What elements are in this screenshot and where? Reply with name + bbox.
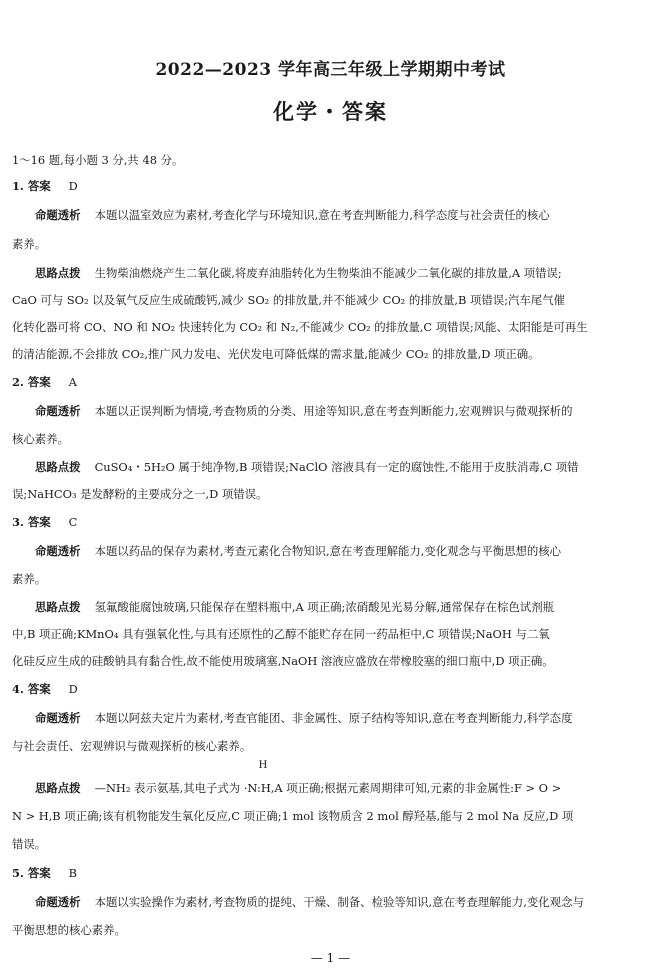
hint-label: 思路点拨: [35, 781, 81, 795]
subject-title: 化学・答案: [273, 99, 388, 124]
q3-header: [12, 514, 77, 530]
q5-analysis-line-2: 平衡思想的核心素养。: [12, 923, 126, 937]
q1-analysis-line-2: 素养。: [12, 237, 47, 251]
q1-hint-line-2: CaO 可与 SO₂ 以及氧气反应生成硫酸钙,减少 SO₂ 的排放量,并不能减少 CO₂ 的排放量,B 项错误;汽车尾气催: [12, 293, 565, 307]
q4-hint-line-2: N > H,B 项正确;该有机物能发生氧化反应,C 项正确;1 mol 该物质含 2 mol 醇羟基,能与 2 mol Na 反应,D 项: [12, 809, 574, 823]
q2-analysis-line-1: 命题透析 本题以正误判断为情境,考查物质的分类、用途等知识,意在考查判断能力,宏观辨识与微观探析的: [35, 404, 573, 418]
q2-header: [12, 374, 77, 390]
electron-formula-top-h: H: [258, 760, 268, 771]
q5-answer: B: [68, 866, 78, 880]
answer-label: 答案: [27, 375, 51, 389]
q4-answer: D: [68, 682, 78, 696]
q4-analysis-line-1: 命题透析 本题以阿兹夫定片为素材,考查官能团、非金属性、原子结构等知识,意在考查判断能力,科学态度: [35, 711, 573, 725]
q1-analysis-line-1: 命题透析 本题以温室效应为素材,考查化学与环境知识,意在考查判断能力,科学态度与社会责任的核心: [35, 208, 550, 222]
answer-label: 答案: [27, 682, 51, 696]
analysis-label: 命题透析: [35, 711, 81, 725]
q1-answer: D: [68, 179, 78, 193]
answer-label: 答案: [27, 515, 51, 529]
q3-analysis-line-2: 素养。: [12, 572, 47, 586]
q3-hint-line-2: 中,B 项正确;KMnO₄ 具有强氧化性,与具有还原性的乙醇不能贮存在同一药品柜中,C 项错误;NaOH 与二氧: [12, 627, 550, 641]
q3-number: 3.: [12, 515, 24, 529]
q2-answer: A: [68, 375, 77, 389]
analysis-label: 命题透析: [35, 208, 81, 222]
q4-number: 4.: [12, 682, 24, 696]
analysis-label: 命题透析: [35, 895, 81, 909]
q5-header: [12, 865, 77, 881]
q1-header: [12, 178, 78, 194]
answer-label: 答案: [27, 866, 51, 880]
q2-hint-line-1: 思路点拨 CuSO₄・5H₂O 属于纯净物,B 项错误;NaClO 溶液具有一定的腐蚀性,不能用于皮肤消毒,C 项错: [35, 460, 579, 474]
q1-hint-line-4: 的清洁能源,不会排放 CO₂,推广风力发电、光伏发电可降低煤的需求量,能减少 CO₂ 的排放量,D 项正确。: [12, 347, 540, 361]
q1-number: 1.: [12, 179, 24, 193]
q5-number: 5.: [12, 866, 24, 880]
q5-analysis-line-1: 命题透析 本题以实验操作为素材,考查物质的提纯、干燥、制备、检验等知识,意在考查理解能力,变化观念与: [35, 895, 584, 909]
q4-analysis-line-2: 与社会责任、宏观辨识与微观探析的核心素养。: [12, 739, 252, 753]
q2-number: 2.: [12, 375, 24, 389]
q3-analysis-line-1: 命题透析 本题以药品的保存为素材,考查元素化合物知识,意在考查理解能力,变化观念与平衡思想的核心: [35, 544, 562, 558]
q3-answer: C: [68, 515, 78, 529]
q1-hint-line-3: 化转化器可将 CO、NO 和 NO₂ 快速转化为 CO₂ 和 N₂,不能减少 CO₂ 的排放量,C 项错误;风能、太阳能是可再生: [12, 320, 588, 334]
scoring-intro: 1～16 题,每小题 3 分,共 48 分。: [12, 153, 184, 167]
hint-label: 思路点拨: [35, 266, 81, 280]
analysis-label: 命题透析: [35, 544, 81, 558]
q3-hint-line-3: 化硅反应生成的硅酸钠具有黏合性,故不能使用玻璃塞,NaOH 溶液应盛放在带橡胶塞的细口瓶中,D 项正确。: [12, 654, 554, 668]
q4-hint-line-3: 错误。: [12, 837, 47, 851]
q4-hint-line-1: 思路点拨 —NH₂ 表示氨基,其电子式为 ·N:H,A 项正确;根据元素周期律可知,元素的非金属性:F > O >: [35, 781, 562, 795]
analysis-label: 命题透析: [35, 404, 81, 418]
hint-label: 思路点拨: [35, 460, 81, 474]
q3-hint-line-1: 思路点拨 氢氟酸能腐蚀玻璃,只能保存在塑料瓶中,A 项正确;浓硝酸见光易分解,通常保存在棕色试剂瓶: [35, 600, 554, 614]
page-number: — 1 —: [310, 951, 351, 965]
exam-title: 2022—2023 学年高三年级上学期期中考试: [155, 60, 506, 80]
q1-hint-line-1: 思路点拨 生物柴油燃烧产生二氧化碳,将废弃油脂转化为生物柴油不能减少二氧化碳的排放量,A 项错误;: [35, 266, 562, 280]
hint-label: 思路点拨: [35, 600, 81, 614]
q2-analysis-line-2: 核心素养。: [12, 432, 69, 446]
q4-header: [12, 681, 78, 697]
answer-label: 答案: [27, 179, 51, 193]
q2-hint-line-2: 误;NaHCO₃ 是发酵粉的主要成分之一,D 项错误。: [12, 487, 268, 501]
